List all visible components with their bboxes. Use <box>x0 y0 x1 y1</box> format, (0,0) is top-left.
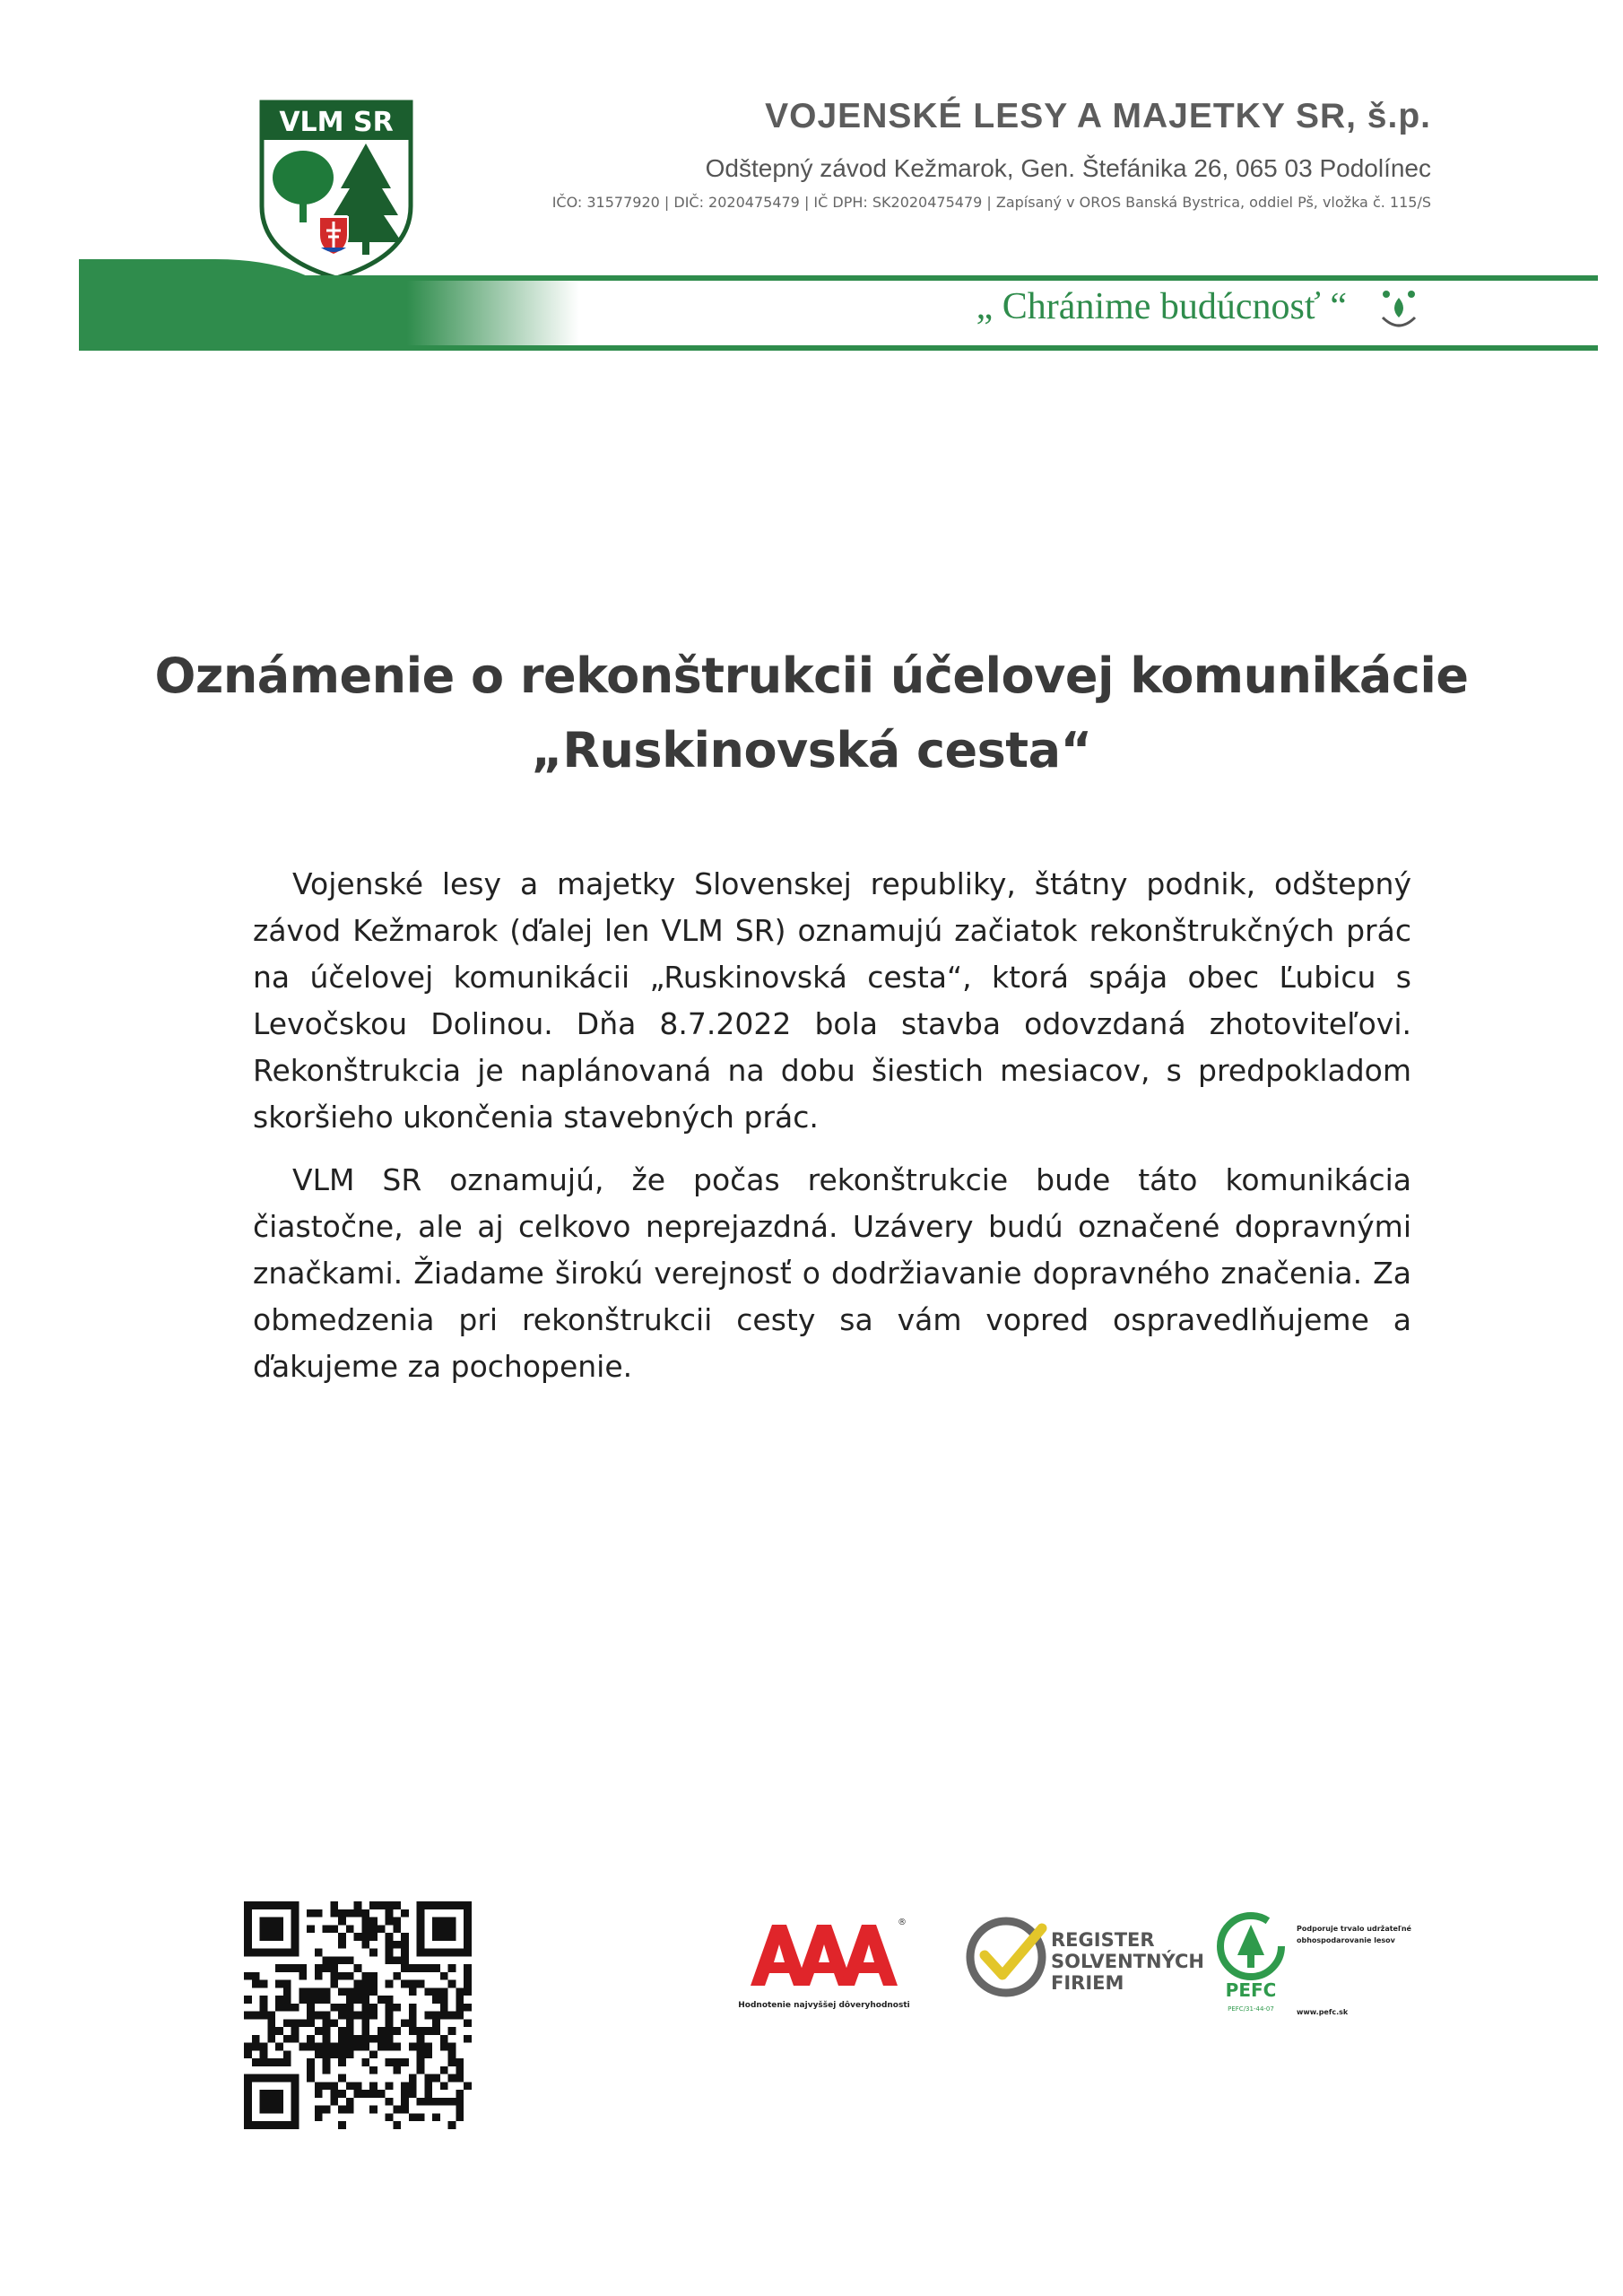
aaa-caption: Hodnotenie najvyššej dôveryhodnosti <box>738 2001 910 2010</box>
register-line-3: FIRIEM <box>1051 1972 1124 1994</box>
register-solventnych-firiem-logo <box>959 1910 1204 2009</box>
pefc-code: PEFC/31-44-07 <box>1228 2005 1274 2013</box>
branch-address: Odštepný závod Kežmarok, Gen. Štefánika 26, 065 03 Podolínec <box>705 154 1431 182</box>
body-paragraph-1: Vojenské lesy a majetky Slovenskej republiky, štátny podnik, odštepný závod Kežmarok (ďalej len VLM SR) oznamujú začiatok rekonštrukčných prác na účelovej komunikácii „Ruskinovská cesta“, ktorá spája obec Ľubicu s Levočskou Dolinou. Dňa 8.7.2022 bola stavba odovzdaná zhotoviteľovi. Rekonštrukcia je naplánovaná na dobu šiestich mesiacov, s predpokladom skoršieho ukončenia stavebných prác. <box>253 866 1411 1135</box>
register-line-1: REGISTER <box>1051 1929 1155 1951</box>
aaa-rating-logo <box>731 1910 933 2018</box>
svg-text:®: ® <box>898 1918 907 1927</box>
pefc-wordmark: PEFC <box>1225 1979 1277 2001</box>
smile-leaf-icon <box>1377 285 1420 332</box>
pefc-logo <box>1209 1905 1294 2022</box>
body-paragraph-2: VLM SR oznamujú, že počas rekonštrukcie bude táto komunikácia čiastočne, ale aj celkovo neprejazdná. Uzávery budú označené dopravnými značkami. Žiadame širokú verejnosť o dodržiavanie dopravného značenia. Za obmedzenia pri rekonštrukcii cesty sa vám vopred ospravedlňujeme a ďakujeme za pochopenie. <box>253 1162 1411 1384</box>
notice-body <box>253 861 1411 1406</box>
company-name: VOJENSKÉ LESY A MAJETKY SR, š.p. <box>765 97 1431 135</box>
pefc-tagline: Podporuje trvalo udržateľné obhospodarovanie lesov <box>1297 1925 1411 1944</box>
notice-title-line1: Oznámenie o rekonštrukcii účelovej komunikácie <box>154 648 1469 704</box>
slogan: „ Chránime budúcnosť “ <box>976 286 1347 327</box>
register-line-2: SOLVENTNÝCH <box>1051 1951 1204 1972</box>
notice-title-line2: „Ruskinovská cesta“ <box>531 722 1092 778</box>
pefc-url: www.pefc.sk <box>1297 2008 1349 2016</box>
qr-code-icon <box>242 1901 473 2129</box>
registry-line: IČO: 31577920 | DIČ: 2020475479 | IČ DPH: SK2020475479 | Zapísaný v OROS Banská Bystrica, oddiel Pš, vložka č. 115/S <box>551 194 1431 211</box>
logo-text: VLM SR <box>279 107 394 138</box>
